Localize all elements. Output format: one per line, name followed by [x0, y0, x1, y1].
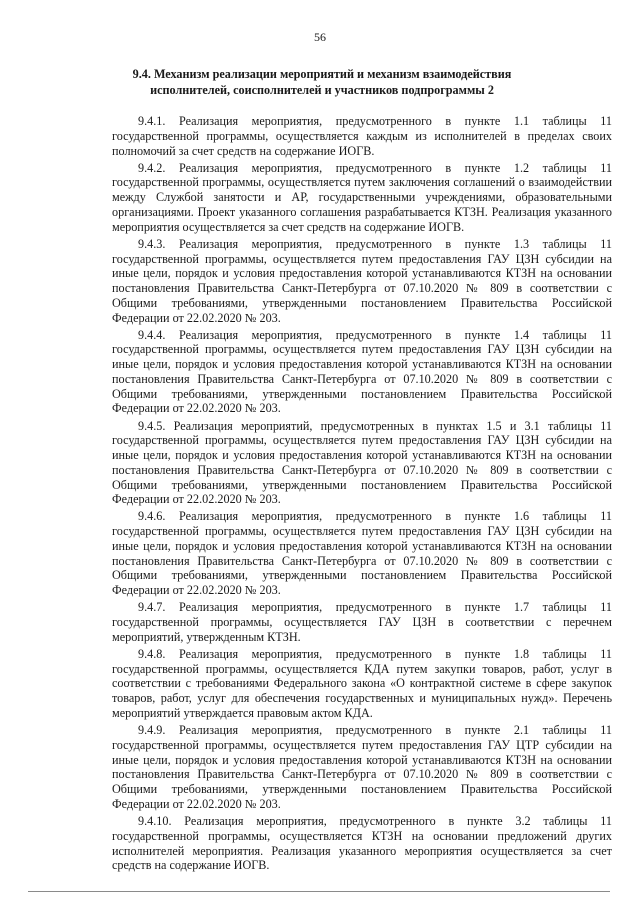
paragraph-9-4-4: 9.4.4. Реализация мероприятия, предусмотренного в пункте 1.4 таблицы 11 государственной программы, осуществляется путем предоставления ГАУ ЦЗН субсидии на иные цели, порядок и условия предоставления которой устанавливаются КТЗН на основании постановления Правительства Санкт-Петербурга от 07.10.2020 № 809 в соответствии с Общими требованиями, утвержденными постановлением Правительства Российской Федерации от 22.02.2020 № 203.	[112, 327, 612, 416]
section-heading: 9.4. Механизм реализации мероприятий и механизм взаимодействия исполнителей, соисполнителей и участников подпрограммы 2	[132, 67, 512, 97]
paragraph-9-4-3: 9.4.3. Реализация мероприятия, предусмотренного в пункте 1.3 таблицы 11 государственной программы, осуществляется путем предоставления ГАУ ЦЗН субсидии на иные цели, порядок и условия предоставления которой устанавливаются КТЗН на основании постановления Правительства Санкт-Петербурга от 07.10.2020 № 809 в соответствии с Общими требованиями, утвержденными постановлением Правительства Российской Федерации от 22.02.2020 № 203.	[112, 236, 612, 325]
paragraph-9-4-6: 9.4.6. Реализация мероприятия, предусмотренного в пункте 1.6 таблицы 11 государственной программы, осуществляется путем предоставления ГАУ ЦЗН субсидии на иные цели, порядок и условия предоставления которой устанавливаются КТЗН на основании постановления Правительства Санкт-Петербурга от 07.10.2020 № 809 в соответствии с Общими требованиями, утвержденными постановлением Правительства Российской Федерации от 22.02.2020 № 203.	[112, 509, 612, 598]
paragraph-9-4-7: 9.4.7. Реализация мероприятия, предусмотренного в пункте 1.7 таблицы 11 государственной программы, осуществляется ГАУ ЦЗН в соответствии с перечнем мероприятий, утвержденным КТЗН.	[112, 600, 612, 644]
paragraph-9-4-2: 9.4.2. Реализация мероприятия, предусмотренного в пункте 1.2 таблицы 11 государственной программы, осуществляется путем заключения соглашений о взаимодействии между Службой занятости и АР, государственными учреждениями, образовательными организациями. Проект указанного соглашения разрабатывается КТЗН. Реализация указанного мероприятия осуществляется за счет средств на содержание ИОГВ.	[112, 160, 612, 234]
section-body	[112, 114, 612, 875]
paragraph-9-4-5: 9.4.5. Реализация мероприятий, предусмотренных в пунктах 1.5 и 3.1 таблицы 11 государственной программы, осуществляется путем предоставления ГАУ ЦЗН субсидии на иные цели, порядок и условия предоставления которой устанавливаются КТЗН на основании постановления Правительства Санкт-Петербурга от 07.10.2020 № 809 в соответствии с Общими требованиями, утвержденными постановлением Правительства Российской Федерации от 22.02.2020 № 203.	[112, 418, 612, 507]
paragraph-9-4-10: 9.4.10. Реализация мероприятия, предусмотренного в пункте 3.2 таблицы 11 государственной программы, осуществляется КТЗН на основании предложений других исполнителей мероприятия. Реализация указанного мероприятия осуществляется за счет средств на содержание ИОГВ.	[112, 814, 612, 873]
paragraph-9-4-8: 9.4.8. Реализация мероприятия, предусмотренного в пункте 1.8 таблицы 11 государственной программы, осуществляется КДА путем закупки товаров, работ, услуг в соответствии с требованиями Федерального закона «О контрактной системе в сфере закупок товаров, работ, услуг для обеспечения государственных и муниципальных нужд». Перечень мероприятий утверждается правовым актом КДА.	[112, 646, 612, 720]
paragraph-9-4-9: 9.4.9. Реализация мероприятия, предусмотренного в пункте 2.1 таблицы 11 государственной программы, осуществляется путем предоставления ГАУ ЦТР субсидии на иные цели, порядок и условия предоставления которой устанавливаются КТЗН на основании постановления Правительства Санкт-Петербурга от 07.10.2020 № 809 в соответствии с Общими требованиями, утвержденными постановлением Правительства Российской Федерации от 22.02.2020 № 203.	[112, 723, 612, 811]
footer-divider	[28, 891, 610, 892]
page-number: 56	[314, 30, 326, 44]
paragraph-9-4-1: 9.4.1. Реализация мероприятия, предусмотренного в пункте 1.1 таблицы 11 государственной программы, осуществляется каждым из исполнителей в пределах своих полномочий за счет средств на содержание ИОГВ.	[112, 114, 612, 158]
